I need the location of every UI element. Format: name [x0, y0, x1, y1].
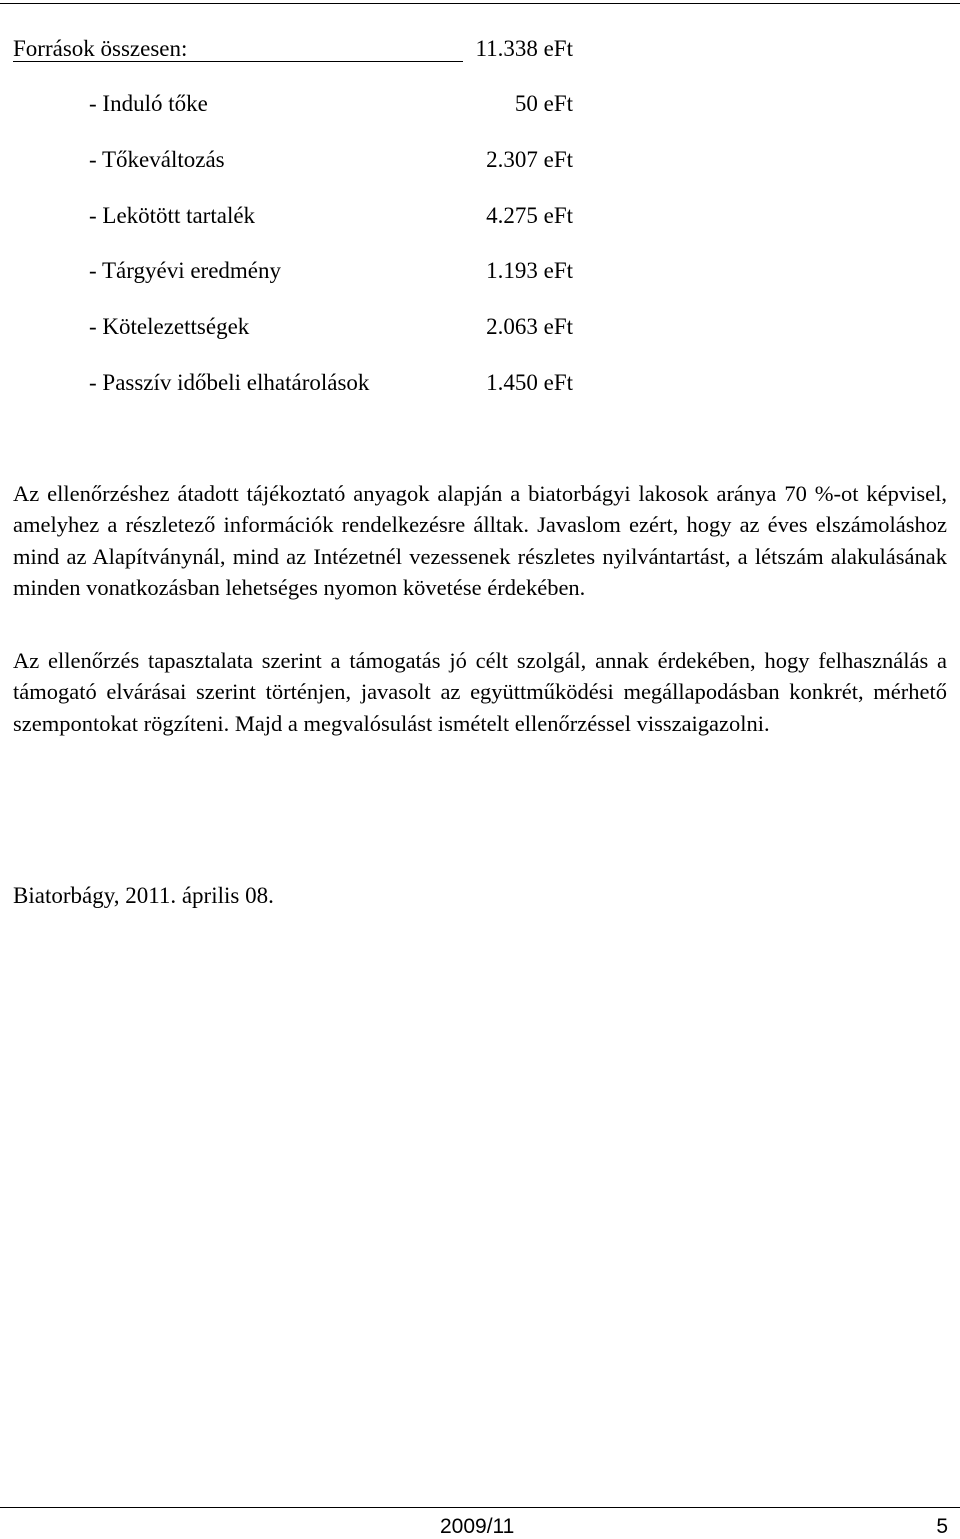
audit-recommendation-paragraph: Az ellenőrzéshez átadott tájékoztató anyagok alapján a biatorbágyi lakosok aránya 70 %-ot képvisel, amelyhez a részletező információk rendelkezésre álltak. Javaslom ezért, hogy az éves elszámoláshoz mind az Alapítványnál, mind az Intézetnél vezessenek részletes nyilvántartást, a létszám alakulásának minden vonatkozásban lehetséges nyomon követése érdekében.	[13, 481, 947, 600]
list-item	[89, 145, 573, 201]
page-number: 5	[936, 1515, 948, 1538]
source-label: - Lekötött tartalék	[89, 202, 256, 228]
audit-conclusion-paragraph: Az ellenőrzés tapasztalata szerint a támogatás jó célt szolgál, annak érdekében, hogy felhasználás a támogató elvárásai szerint történjen, javasolt az együttműködési megállapodásban konkrét, mérhető szempontokat rögzíteni. Majd a megvalósulást ismételt ellenőrzéssel visszaigazolni.	[13, 648, 947, 736]
list-item	[89, 256, 573, 312]
source-label: - Kötelezettségek	[89, 314, 250, 340]
sources-breakdown-list	[89, 89, 573, 424]
footer-date: 2009/11	[440, 1515, 515, 1538]
source-value: 1.193 eFt	[486, 258, 573, 284]
list-item	[89, 89, 573, 145]
source-value: 4.275 eFt	[486, 202, 573, 228]
place-and-date: Biatorbágy, 2011. április 08.	[13, 883, 274, 908]
source-label: - Tőkeváltozás	[89, 146, 225, 172]
page-footer	[0, 1507, 960, 1539]
source-label: - Tárgyévi eredmény	[89, 258, 282, 284]
source-value: 2.063 eFt	[486, 314, 573, 340]
sources-total-label: Források összesen:	[13, 36, 188, 61]
list-item	[89, 312, 573, 368]
sources-total-value: 11.338 eFt	[475, 36, 573, 61]
source-label: - Passzív időbeli elhatárolások	[89, 369, 370, 395]
sources-total-label-underlined	[13, 34, 463, 62]
list-item	[89, 201, 573, 257]
sources-total-row	[13, 34, 573, 64]
header-rule	[0, 3, 960, 4]
source-value: 50 eFt	[514, 91, 573, 116]
source-value: 2.307 eFt	[486, 146, 573, 172]
source-label: - Induló tőke	[89, 91, 208, 116]
source-value: 1.450 eFt	[486, 369, 573, 395]
list-item	[89, 368, 573, 424]
footer-rule	[0, 1507, 960, 1508]
